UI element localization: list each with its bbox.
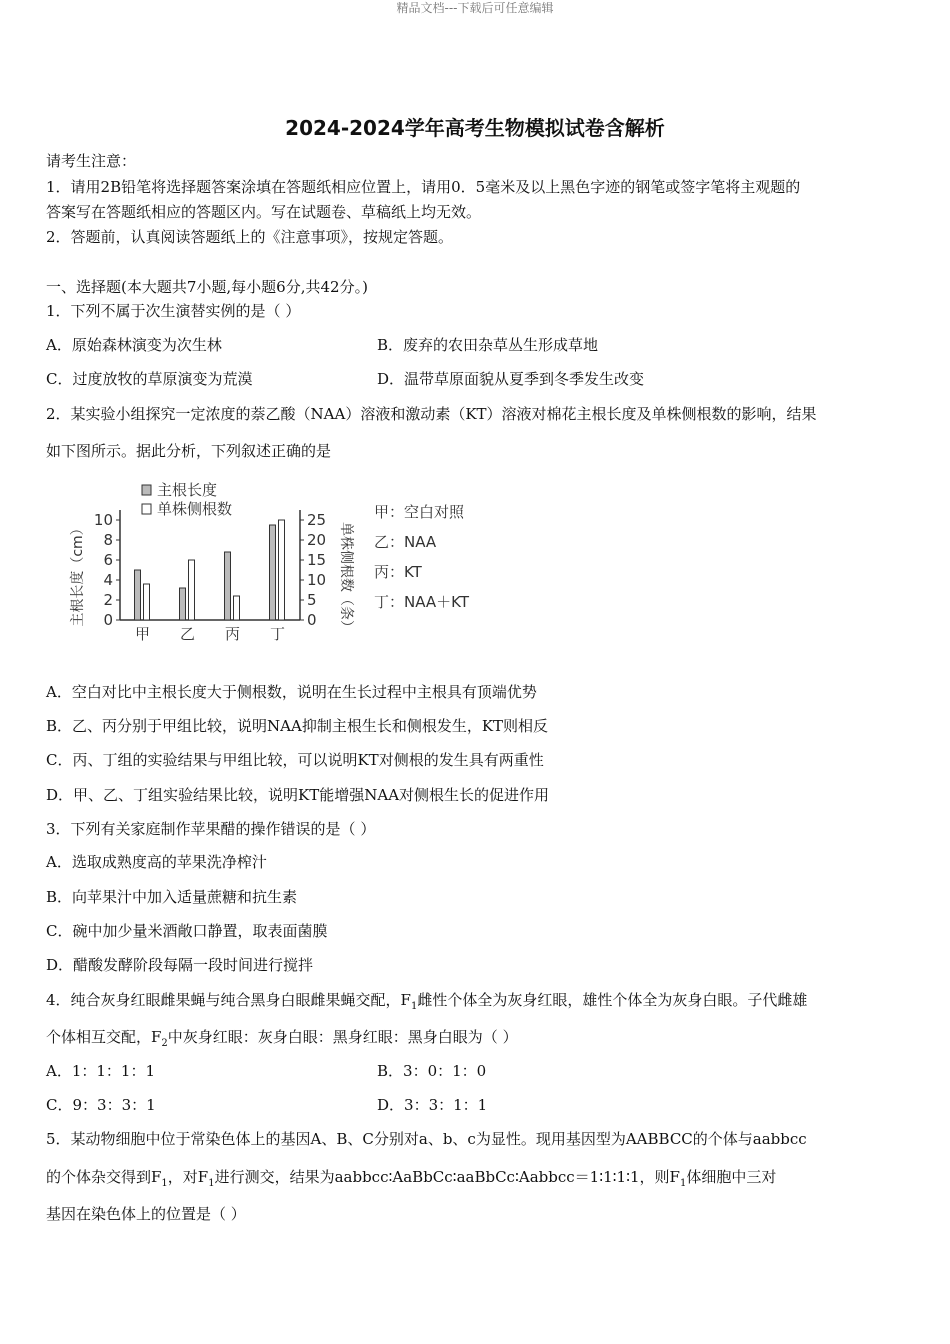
bar-main-root-length xyxy=(180,588,186,620)
q4-option-b: B．3：0：1：0 xyxy=(377,1062,487,1080)
notice-line-1b: 答案写在答题纸相应的答题区内。写在试题卷、草稿纸上均无效。 xyxy=(46,203,482,221)
q2-stem-1: 2．某实验小组探究一定浓度的萘乙酸（NAA）溶液和激动素（KT）溶液对棉花主根长度及单株侧根数的影响，结果 xyxy=(46,405,817,423)
q5-stem-2: 的个体杂交得到$F_1$，对$F_1$进行测交，结果为aabbcc∶AaBbCc∶aaBbCc∶Aabbcc＝1∶1∶1∶1，则$F_1$体细胞中三对 xyxy=(46,1168,777,1189)
root-chart xyxy=(60,476,500,651)
notice-heading: 请考生注意： xyxy=(46,152,137,170)
q3-option-a: A．选取成熟度高的苹果洗净榨汁 xyxy=(46,853,267,871)
legend-swatch-lateral-root-count xyxy=(142,504,151,514)
q2-option-d: D．甲、乙、丁组实验结果比较，说明KT能增强NAA对侧根生长的促进作用 xyxy=(46,786,550,804)
group-key-1: 甲：空白对照 xyxy=(374,503,465,521)
q1-stem: 1．下列不属于次生演替实例的是（ ） xyxy=(46,302,301,320)
bar-main-root-length xyxy=(225,552,231,620)
q4-option-d: D．3：3：1：1 xyxy=(377,1096,488,1114)
notice-line-1a: 1．请用2B铅笔将选择题答案涂填在答题纸相应位置上，请用0．5毫米及以上黑色字迹的钢笔或签字笔将主观题的 xyxy=(46,178,801,196)
q3-stem: 3．下列有关家庭制作苹果醋的操作错误的是（ ） xyxy=(46,820,376,838)
section-heading: 一、选择题(本大题共7小题,每小题6分,共42分。) xyxy=(46,278,368,296)
group-key-3: 丙：KT xyxy=(374,563,422,581)
group-key-2: 乙：NAA xyxy=(374,533,437,551)
bar-main-root-length xyxy=(270,525,276,620)
x-tick-label: 甲 xyxy=(134,625,151,643)
y-tick-label: 6 xyxy=(103,551,113,569)
q4-option-c: C．9：3：3：1 xyxy=(46,1096,156,1114)
y2-tick-label: 15 xyxy=(307,551,327,569)
bar-lateral-root-count xyxy=(189,560,195,620)
notice-line-2: 2．答题前，认真阅读答题纸上的《注意事项》，按规定答题。 xyxy=(46,228,454,246)
y2-tick-label: 20 xyxy=(307,531,327,549)
legend-swatch-main-root-length xyxy=(142,485,151,495)
y-tick-label: 4 xyxy=(103,571,113,589)
page-header: 精品文档---下载后可任意编辑 xyxy=(396,1,554,15)
q5-stem-1: 5．某动物细胞中位于常染色体上的基因A、B、C分别对a、b、c为显性。现用基因型为AABBCC的个体与aabbcc xyxy=(46,1130,807,1148)
q3-option-b: B．向苹果汁中加入适量蔗糖和抗生素 xyxy=(46,888,298,906)
q4-stem-1: 4．纯合灰身红眼雌果蝇与纯合黑身白眼雌果蝇交配，$F_1$雌性个体全为灰身红眼，雄性个体全为灰身白眼。子代雌雄 xyxy=(46,991,808,1012)
q2-option-b: B．乙、丙分别于甲组比较，说明NAA抑制主根生长和侧根发生，KT则相反 xyxy=(46,717,549,735)
q2-option-c: C．丙、丁组的实验结果与甲组比较，可以说明KT对侧根的发生具有两重性 xyxy=(46,751,544,769)
q4-stem-2: 个体相互交配，$F_2$中灰身红眼：灰身白眼：黑身红眼：黑身白眼为（ ） xyxy=(46,1028,518,1049)
q1-option-a: A．原始森林演变为次生林 xyxy=(46,336,222,354)
bar-lateral-root-count xyxy=(144,584,150,620)
y-axis-label: 主根长度（cm） xyxy=(70,521,86,627)
legend-label-main-root-length: 主根长度 xyxy=(157,481,218,499)
y2-axis-label: 单株侧根数（条） xyxy=(338,522,354,634)
q3-option-c: C．碗中加少量米酒敞口静置，取表面菌膜 xyxy=(46,922,328,940)
q4-option-a: A．1：1：1：1 xyxy=(46,1062,156,1080)
y2-tick-label: 10 xyxy=(307,571,327,589)
q3-option-d: D．醋酸发酵阶段每隔一段时间进行搅拌 xyxy=(46,956,314,974)
bar-main-root-length xyxy=(135,570,141,620)
x-tick-label: 乙 xyxy=(179,625,196,643)
q1-option-b: B．废弃的农田杂草丛生形成草地 xyxy=(377,336,599,354)
bar-lateral-root-count xyxy=(279,520,285,620)
q1-option-c: C．过度放牧的草原演变为荒漠 xyxy=(46,370,253,388)
q5-stem-3: 基因在染色体上的位置是（ ） xyxy=(46,1205,246,1223)
y2-tick-label: 5 xyxy=(307,591,317,609)
y-tick-label: 10 xyxy=(93,511,113,529)
legend-label-lateral-root-count: 单株侧根数 xyxy=(157,500,233,518)
q2-stem-2: 如下图所示。据此分析，下列叙述正确的是 xyxy=(46,442,332,460)
q2-option-a: A．空白对比中主根长度大于侧根数，说明在生长过程中主根具有顶端优势 xyxy=(46,683,537,701)
y-tick-label: 8 xyxy=(103,531,113,549)
x-tick-label: 丁 xyxy=(269,625,286,643)
y2-tick-label: 25 xyxy=(307,511,327,529)
bar-lateral-root-count xyxy=(234,596,240,620)
group-key-4: 丁：NAA＋KT xyxy=(374,593,469,611)
q1-option-d: D．温带草原面貌从夏季到冬季发生改变 xyxy=(377,370,645,388)
y2-tick-label: 0 xyxy=(307,611,317,629)
y-tick-label: 0 xyxy=(103,611,113,629)
y-tick-label: 2 xyxy=(103,591,113,609)
x-tick-label: 丙 xyxy=(224,625,241,643)
page-title: 2024-2024学年高考生物模拟试卷含解析 xyxy=(285,116,665,140)
